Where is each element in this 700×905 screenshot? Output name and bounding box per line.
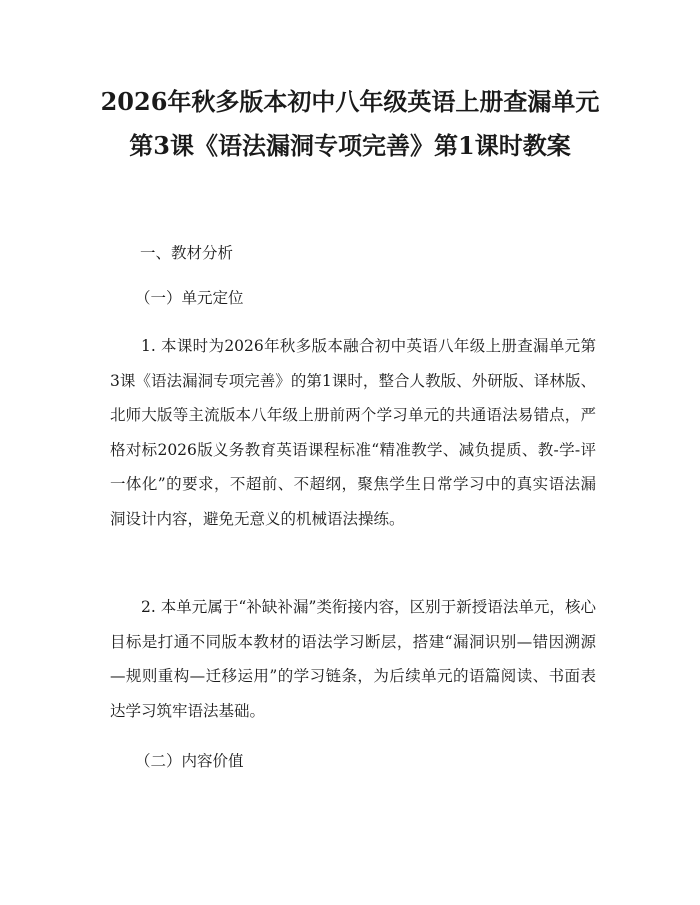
paragraph-1: 1. 本课时为2026年秋多版本融合初中英语八年级上册查漏单元第3课《语法漏洞专项完善》的第1课时，整合人教版、外研版、译林版、北师大版等主流版本八年级上册前两个学习单元的共通语法易错点，严格对标2026版义务教育英语课程标准“精准教学、减负提质、教-学-评一体化”的要求，不超前、不超纲，聚焦学生日常学习中的真实语法漏洞设计内容，避免无意义的机械语法操练。 (110, 337, 596, 528)
paragraph-2: 2. 本单元属于“补缺补漏”类衔接内容，区别于新授语法单元，核心目标是打通不同版本教材的语法学习断层，搭建“漏洞识别—错因溯源—规则重构—迁移运用”的学习链条，为后续单元的语篇阅读、书面表达学习筑牢语法基础。 (110, 598, 596, 720)
section-heading-textbook-analysis: 一、教材分析 (140, 244, 234, 262)
subsection-heading-unit-positioning: （一）单元定位 (135, 289, 244, 307)
document-title: 2026年秋多版本初中八年级英语上册查漏单元第3课《语法漏洞专项完善》第1课时教案 (100, 87, 600, 160)
subsection-heading-content-value: （二）内容价值 (135, 752, 244, 770)
